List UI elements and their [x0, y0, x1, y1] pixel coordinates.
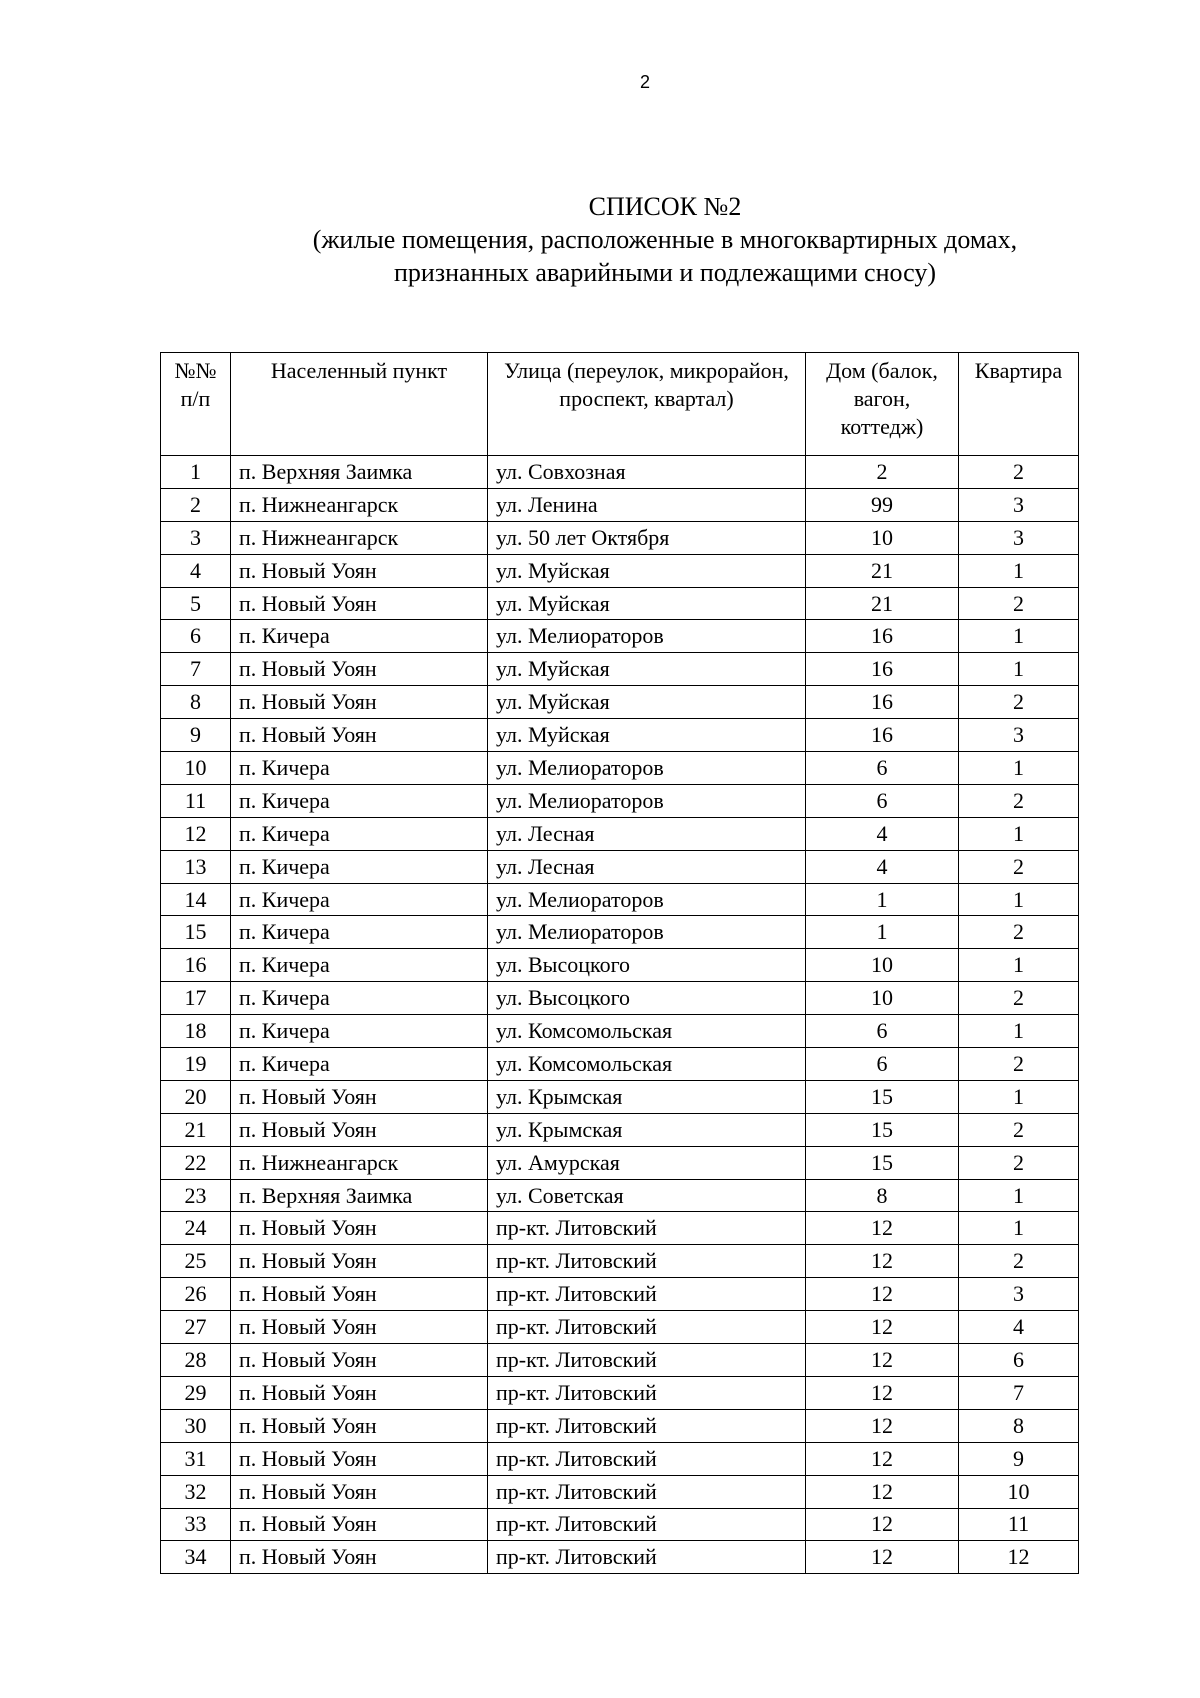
- table-row: [161, 1113, 1079, 1146]
- cell-locality: п. Новый Уоян: [231, 1409, 488, 1442]
- cell-street: ул. Совхозная: [488, 456, 806, 489]
- cell-house: 16: [806, 653, 959, 686]
- cell-apartment: 3: [959, 719, 1079, 752]
- cell-locality: п. Верхняя Заимка: [231, 1179, 488, 1212]
- cell-street: ул. Высоцкого: [488, 982, 806, 1015]
- cell-street: ул. Лесная: [488, 817, 806, 850]
- cell-num: 5: [161, 587, 231, 620]
- cell-street: пр-кт. Литовский: [488, 1245, 806, 1278]
- cell-house: 12: [806, 1442, 959, 1475]
- cell-street: ул. Мелиораторов: [488, 784, 806, 817]
- cell-street: ул. Комсомольская: [488, 1048, 806, 1081]
- cell-street: ул. Крымская: [488, 1080, 806, 1113]
- cell-apartment: 12: [959, 1541, 1079, 1574]
- cell-house: 16: [806, 686, 959, 719]
- cell-house: 15: [806, 1146, 959, 1179]
- cell-num: 25: [161, 1245, 231, 1278]
- cell-locality: п. Новый Уоян: [231, 1541, 488, 1574]
- table-row: [161, 719, 1079, 752]
- cell-house: 6: [806, 784, 959, 817]
- cell-house: 12: [806, 1409, 959, 1442]
- cell-num: 15: [161, 916, 231, 949]
- cell-street: пр-кт. Литовский: [488, 1409, 806, 1442]
- cell-street: ул. Мелиораторов: [488, 620, 806, 653]
- cell-house: 12: [806, 1475, 959, 1508]
- page-number: 2: [639, 72, 650, 92]
- cell-street: ул. Крымская: [488, 1113, 806, 1146]
- cell-apartment: 3: [959, 488, 1079, 521]
- table-row: [161, 949, 1079, 982]
- cell-apartment: 2: [959, 1048, 1079, 1081]
- table-body: [161, 456, 1079, 1574]
- cell-locality: п. Новый Уоян: [231, 1311, 488, 1344]
- table-row: [161, 1475, 1079, 1508]
- cell-house: 99: [806, 488, 959, 521]
- table-header: [161, 353, 1079, 456]
- cell-num: 1: [161, 456, 231, 489]
- cell-locality: п. Новый Уоян: [231, 1080, 488, 1113]
- table-row: [161, 521, 1079, 554]
- table-row: [161, 982, 1079, 1015]
- cell-locality: п. Новый Уоян: [231, 1278, 488, 1311]
- title-line-2: (жилые помещения, расположенные в многоквартирных домах,: [312, 225, 1018, 254]
- cell-num: 21: [161, 1113, 231, 1146]
- cell-street: ул. 50 лет Октября: [488, 521, 806, 554]
- cell-num: 19: [161, 1048, 231, 1081]
- document-title: [160, 190, 1170, 289]
- cell-apartment: 2: [959, 1113, 1079, 1146]
- cell-street: ул. Советская: [488, 1179, 806, 1212]
- cell-num: 2: [161, 488, 231, 521]
- cell-apartment: 8: [959, 1409, 1079, 1442]
- table-row: [161, 587, 1079, 620]
- cell-num: 23: [161, 1179, 231, 1212]
- table-row: [161, 1212, 1079, 1245]
- cell-num: 29: [161, 1376, 231, 1409]
- cell-num: 17: [161, 982, 231, 1015]
- cell-locality: п. Новый Уоян: [231, 1442, 488, 1475]
- cell-locality: п. Новый Уоян: [231, 719, 488, 752]
- cell-locality: п. Кичера: [231, 982, 488, 1015]
- table-row: [161, 1080, 1079, 1113]
- cell-apartment: 3: [959, 1278, 1079, 1311]
- table-row: [161, 1344, 1079, 1377]
- cell-street: пр-кт. Литовский: [488, 1541, 806, 1574]
- cell-num: 6: [161, 620, 231, 653]
- cell-apartment: 2: [959, 587, 1079, 620]
- cell-house: 15: [806, 1080, 959, 1113]
- cell-apartment: 1: [959, 620, 1079, 653]
- cell-house: 15: [806, 1113, 959, 1146]
- cell-house: 12: [806, 1541, 959, 1574]
- cell-num: 8: [161, 686, 231, 719]
- cell-apartment: 1: [959, 817, 1079, 850]
- cell-apartment: 9: [959, 1442, 1079, 1475]
- table-row: [161, 1508, 1079, 1541]
- cell-street: ул. Мелиораторов: [488, 883, 806, 916]
- cell-locality: п. Новый Уоян: [231, 1475, 488, 1508]
- cell-street: ул. Муйская: [488, 686, 806, 719]
- table-row: [161, 456, 1079, 489]
- table-row: [161, 1541, 1079, 1574]
- cell-house: 12: [806, 1245, 959, 1278]
- cell-num: 28: [161, 1344, 231, 1377]
- cell-num: 7: [161, 653, 231, 686]
- cell-street: пр-кт. Литовский: [488, 1344, 806, 1377]
- cell-locality: п. Кичера: [231, 1015, 488, 1048]
- cell-house: 6: [806, 752, 959, 785]
- header-locality: Населенный пункт: [231, 353, 488, 456]
- cell-num: 3: [161, 521, 231, 554]
- cell-apartment: 2: [959, 1245, 1079, 1278]
- cell-num: 26: [161, 1278, 231, 1311]
- cell-street: ул. Высоцкого: [488, 949, 806, 982]
- cell-locality: п. Кичера: [231, 752, 488, 785]
- cell-house: 16: [806, 620, 959, 653]
- cell-locality: п. Кичера: [231, 850, 488, 883]
- cell-house: 12: [806, 1311, 959, 1344]
- cell-apartment: 1: [959, 1015, 1079, 1048]
- cell-street: ул. Муйская: [488, 719, 806, 752]
- table-row: [161, 752, 1079, 785]
- cell-num: 10: [161, 752, 231, 785]
- cell-locality: п. Новый Уоян: [231, 1344, 488, 1377]
- cell-locality: п. Новый Уоян: [231, 554, 488, 587]
- table-row: [161, 1245, 1079, 1278]
- title-line-1: СПИСОК №2: [588, 192, 742, 221]
- cell-house: 10: [806, 521, 959, 554]
- cell-locality: п. Новый Уоян: [231, 1212, 488, 1245]
- cell-house: 6: [806, 1048, 959, 1081]
- cell-apartment: 1: [959, 1179, 1079, 1212]
- table-row: [161, 686, 1079, 719]
- table-row: [161, 916, 1079, 949]
- cell-house: 12: [806, 1376, 959, 1409]
- table-row: [161, 1442, 1079, 1475]
- cell-num: 13: [161, 850, 231, 883]
- cell-street: пр-кт. Литовский: [488, 1475, 806, 1508]
- cell-street: ул. Мелиораторов: [488, 752, 806, 785]
- cell-num: 30: [161, 1409, 231, 1442]
- cell-num: 11: [161, 784, 231, 817]
- cell-house: 8: [806, 1179, 959, 1212]
- cell-num: 27: [161, 1311, 231, 1344]
- cell-house: 12: [806, 1344, 959, 1377]
- cell-locality: п. Новый Уоян: [231, 1508, 488, 1541]
- cell-house: 10: [806, 982, 959, 1015]
- cell-num: 33: [161, 1508, 231, 1541]
- table-row: [161, 620, 1079, 653]
- cell-apartment: 2: [959, 982, 1079, 1015]
- cell-street: пр-кт. Литовский: [488, 1508, 806, 1541]
- cell-house: 2: [806, 456, 959, 489]
- table-row: [161, 1311, 1079, 1344]
- cell-street: пр-кт. Литовский: [488, 1376, 806, 1409]
- cell-locality: п. Кичера: [231, 784, 488, 817]
- table-row: [161, 1015, 1079, 1048]
- cell-street: пр-кт. Литовский: [488, 1212, 806, 1245]
- cell-apartment: 1: [959, 883, 1079, 916]
- cell-house: 12: [806, 1212, 959, 1245]
- cell-house: 6: [806, 1015, 959, 1048]
- cell-house: 4: [806, 850, 959, 883]
- cell-street: ул. Ленина: [488, 488, 806, 521]
- cell-locality: п. Нижнеангарск: [231, 488, 488, 521]
- table-row: [161, 554, 1079, 587]
- cell-apartment: 1: [959, 1212, 1079, 1245]
- cell-street: ул. Комсомольская: [488, 1015, 806, 1048]
- cell-street: пр-кт. Литовский: [488, 1311, 806, 1344]
- cell-locality: п. Новый Уоян: [231, 587, 488, 620]
- cell-street: пр-кт. Литовский: [488, 1442, 806, 1475]
- cell-house: 21: [806, 554, 959, 587]
- cell-num: 34: [161, 1541, 231, 1574]
- cell-num: 12: [161, 817, 231, 850]
- header-row: [161, 353, 1079, 456]
- table-row: [161, 1409, 1079, 1442]
- cell-street: пр-кт. Литовский: [488, 1278, 806, 1311]
- cell-locality: п. Кичера: [231, 949, 488, 982]
- cell-house: 1: [806, 916, 959, 949]
- cell-apartment: 2: [959, 1146, 1079, 1179]
- table-row: [161, 850, 1079, 883]
- table-row: [161, 1146, 1079, 1179]
- cell-num: 22: [161, 1146, 231, 1179]
- cell-apartment: 1: [959, 554, 1079, 587]
- cell-num: 4: [161, 554, 231, 587]
- cell-num: 18: [161, 1015, 231, 1048]
- cell-locality: п. Кичера: [231, 1048, 488, 1081]
- cell-apartment: 2: [959, 784, 1079, 817]
- cell-locality: п. Кичера: [231, 916, 488, 949]
- cell-street: ул. Амурская: [488, 1146, 806, 1179]
- table-row: [161, 1048, 1079, 1081]
- table-row: [161, 1278, 1079, 1311]
- cell-apartment: 3: [959, 521, 1079, 554]
- table-row: [161, 817, 1079, 850]
- header-num: №№ п/п: [161, 353, 231, 456]
- cell-apartment: 7: [959, 1376, 1079, 1409]
- table-row: [161, 488, 1079, 521]
- cell-num: 24: [161, 1212, 231, 1245]
- cell-num: 31: [161, 1442, 231, 1475]
- cell-locality: п. Новый Уоян: [231, 1245, 488, 1278]
- cell-street: ул. Муйская: [488, 653, 806, 686]
- cell-house: 21: [806, 587, 959, 620]
- cell-locality: п. Нижнеангарск: [231, 521, 488, 554]
- cell-apartment: 2: [959, 850, 1079, 883]
- cell-num: 9: [161, 719, 231, 752]
- cell-apartment: 4: [959, 1311, 1079, 1344]
- header-house: Дом (балок, вагон, коттедж): [806, 353, 959, 456]
- cell-apartment: 10: [959, 1475, 1079, 1508]
- cell-locality: п. Кичера: [231, 883, 488, 916]
- header-street: Улица (переулок, микрорайон, проспект, квартал): [488, 353, 806, 456]
- cell-apartment: 1: [959, 653, 1079, 686]
- cell-apartment: 11: [959, 1508, 1079, 1541]
- cell-locality: п. Верхняя Заимка: [231, 456, 488, 489]
- cell-apartment: 1: [959, 752, 1079, 785]
- cell-house: 4: [806, 817, 959, 850]
- cell-apartment: 1: [959, 949, 1079, 982]
- cell-num: 14: [161, 883, 231, 916]
- cell-locality: п. Новый Уоян: [231, 1113, 488, 1146]
- header-apartment: Квартира: [959, 353, 1079, 456]
- cell-locality: п. Кичера: [231, 817, 488, 850]
- cell-locality: п. Нижнеангарск: [231, 1146, 488, 1179]
- cell-apartment: 2: [959, 456, 1079, 489]
- cell-house: 16: [806, 719, 959, 752]
- cell-street: ул. Муйская: [488, 554, 806, 587]
- title-line-3: признанных аварийными и подлежащими сносу): [393, 258, 937, 287]
- cell-locality: п. Новый Уоян: [231, 1376, 488, 1409]
- table-row: [161, 883, 1079, 916]
- cell-house: 12: [806, 1278, 959, 1311]
- cell-apartment: 1: [959, 1080, 1079, 1113]
- cell-locality: п. Новый Уоян: [231, 686, 488, 719]
- cell-num: 20: [161, 1080, 231, 1113]
- table-row: [161, 1376, 1079, 1409]
- cell-locality: п. Новый Уоян: [231, 653, 488, 686]
- table-row: [161, 653, 1079, 686]
- cell-house: 10: [806, 949, 959, 982]
- cell-street: ул. Мелиораторов: [488, 916, 806, 949]
- cell-apartment: 6: [959, 1344, 1079, 1377]
- cell-apartment: 2: [959, 686, 1079, 719]
- cell-apartment: 2: [959, 916, 1079, 949]
- table-row: [161, 1179, 1079, 1212]
- cell-num: 32: [161, 1475, 231, 1508]
- cell-num: 16: [161, 949, 231, 982]
- cell-locality: п. Кичера: [231, 620, 488, 653]
- cell-street: ул. Муйская: [488, 587, 806, 620]
- cell-house: 1: [806, 883, 959, 916]
- table-row: [161, 784, 1079, 817]
- cell-street: ул. Лесная: [488, 850, 806, 883]
- cell-house: 12: [806, 1508, 959, 1541]
- housing-table: [160, 352, 1079, 1574]
